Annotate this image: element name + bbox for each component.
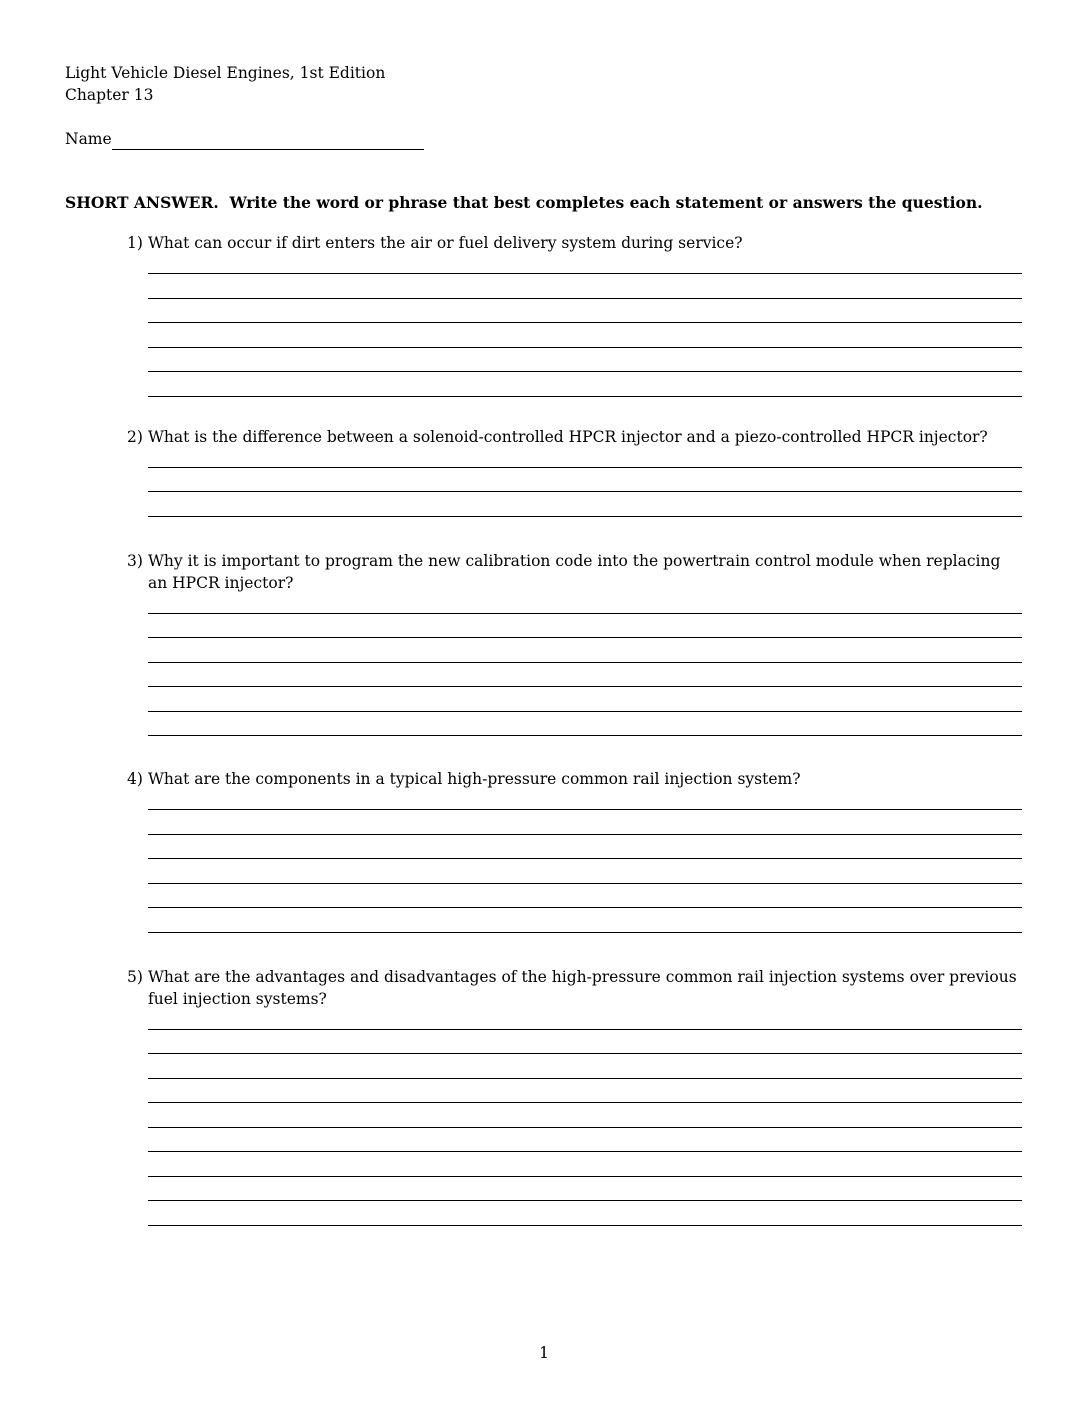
question-number: 3) [127, 551, 143, 570]
answer-blank-line [148, 254, 1022, 274]
question-number: 1) [127, 234, 143, 252]
answer-blank-line [148, 323, 1022, 348]
question-text: What can occur if dirt enters the air or fuel delivery system during service? [148, 234, 743, 252]
question-text: What are the components in a typical high-pressure common rail injection system? [148, 770, 801, 788]
answer-blank-line [148, 1103, 1022, 1128]
section-heading: SHORT ANSWER. Write the word or phrase that best completes each statement or answers the question. [65, 193, 983, 212]
answer-blank-line [148, 1152, 1022, 1177]
answer-blank-line [148, 712, 1022, 737]
answer-blank-line [148, 492, 1022, 517]
answer-blank-line [148, 835, 1022, 860]
page-footer [0, 1342, 1088, 1364]
answer-blank-line [148, 638, 1022, 663]
answer-lines [148, 594, 1022, 737]
document-header [65, 62, 1088, 106]
answer-blank-line [148, 348, 1022, 373]
answer-blank-line [148, 687, 1022, 712]
answer-blank-line [148, 663, 1022, 688]
answer-blank-line [148, 1054, 1022, 1079]
answer-blank-line [148, 810, 1022, 835]
answer-blank-line [148, 448, 1022, 468]
question-text: Why it is important to program the new calibration code into the powertrain control module when replacing an HPCR injector? [148, 551, 1001, 592]
answer-blank-line [148, 372, 1022, 397]
answer-blank-line [148, 859, 1022, 884]
question [127, 232, 1022, 397]
name-blank-line [112, 128, 424, 150]
answer-blank-line [148, 594, 1022, 614]
answer-lines [148, 448, 1022, 517]
answer-blank-line [148, 908, 1022, 933]
question [127, 966, 1022, 1226]
answer-blank-line [148, 1030, 1022, 1055]
answer-blank-line [148, 884, 1022, 909]
answer-blank-line [148, 1177, 1022, 1202]
name-row [65, 126, 1088, 150]
book-title: Light Vehicle Diesel Engines, 1st Edition [65, 64, 386, 82]
answer-blank-line [148, 614, 1022, 639]
question-number: 5) [127, 967, 143, 986]
answer-blank-line [148, 790, 1022, 810]
answer-lines [148, 1010, 1022, 1226]
question [127, 550, 1022, 737]
page-number: 1 [539, 1343, 549, 1362]
answer-blank-line [148, 468, 1022, 493]
answer-blank-line [148, 299, 1022, 324]
questions [127, 232, 1022, 1226]
question-number: 2) [127, 427, 143, 446]
chapter-title: Chapter 13 [65, 86, 154, 104]
answer-blank-line [148, 274, 1022, 299]
answer-blank-line [148, 1079, 1022, 1104]
question-text: What is the difference between a solenoid-controlled HPCR injector and a piezo-controlled HPCR injector? [148, 427, 988, 446]
answer-lines [148, 790, 1022, 933]
answer-blank-line [148, 1128, 1022, 1153]
name-label: Name [65, 130, 112, 148]
question-text: What are the advantages and disadvantages of the high-pressure common rail injection systems over previous fuel injection systems? [148, 967, 1017, 1008]
answer-lines [148, 254, 1022, 397]
answer-blank-line [148, 1010, 1022, 1030]
question-number: 4) [127, 770, 143, 788]
answer-blank-line [148, 1201, 1022, 1226]
question [127, 768, 1022, 933]
question [127, 426, 1022, 517]
